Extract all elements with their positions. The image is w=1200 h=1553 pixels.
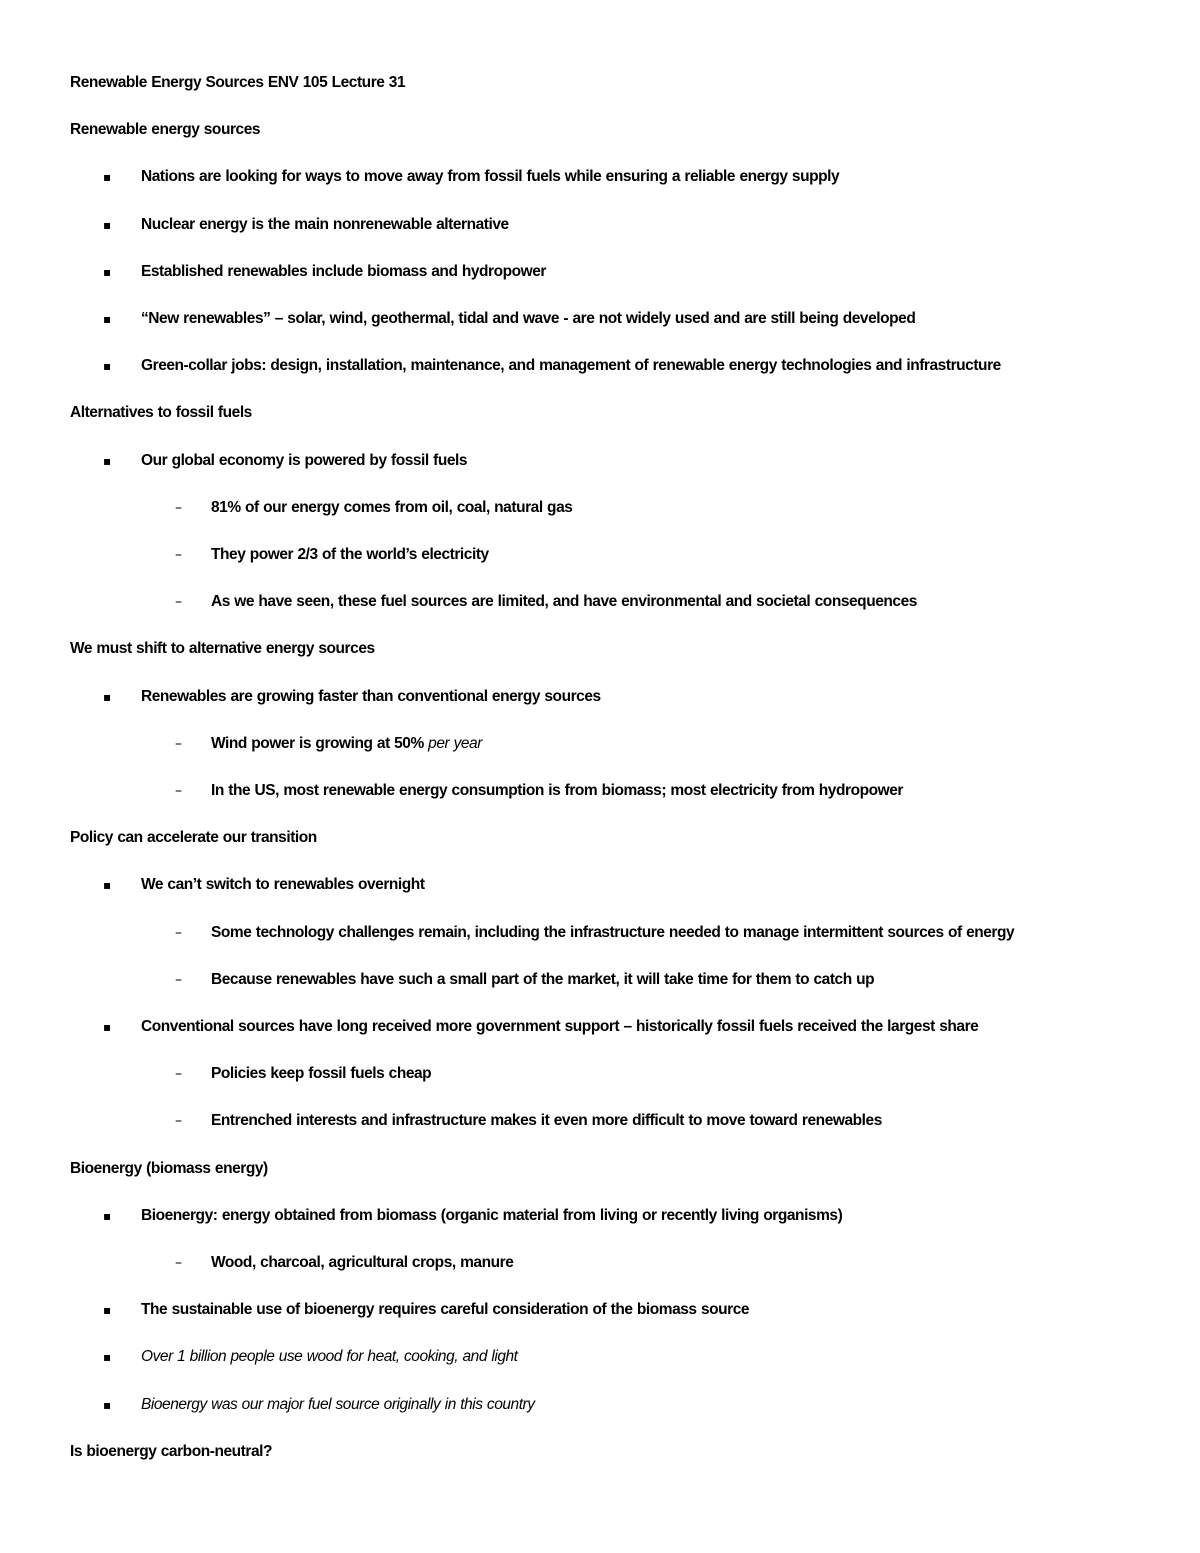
section-heading: Alternatives to fossil fuels	[70, 404, 252, 421]
bullet-text: “New renewables” – solar, wind, geothermal, tidal and wave - are not widely used and are still being developed	[141, 310, 916, 327]
dash-marker: –	[175, 547, 182, 563]
sub-bullet-item	[211, 545, 489, 565]
bullet-text: The sustainable use of bioenergy requires careful consideration of the biomass source	[141, 1301, 750, 1318]
bullet-item	[141, 1017, 978, 1037]
bullet-marker: ▪	[103, 1303, 112, 1317]
bullet-marker: ▪	[103, 878, 112, 892]
dash-marker: –	[175, 1255, 182, 1271]
bullet-text: We can’t switch to renewables overnight	[141, 876, 425, 893]
sub-bullet-item	[211, 734, 482, 754]
bullet-item	[141, 309, 915, 329]
bullet-marker: ▪	[103, 312, 112, 326]
sub-bullet-item	[211, 1064, 431, 1084]
bullet-item	[141, 1300, 749, 1320]
dash-marker: –	[175, 1113, 182, 1129]
bullet-marker: ▪	[103, 218, 112, 232]
bullet-text: Entrenched interests and infrastructure makes it even more difficult to move toward renewables	[211, 1112, 882, 1129]
bullet-item	[141, 687, 601, 707]
bullet-text: Bioenergy was our major fuel source originally in this country	[141, 1396, 535, 1413]
sub-bullet-item	[211, 592, 917, 612]
dash-marker: –	[175, 783, 182, 799]
dash-marker: –	[175, 594, 182, 610]
bullet-text: Nuclear energy is the main nonrenewable alternative	[141, 216, 509, 233]
bullet-text: 81% of our energy comes from oil, coal, natural gas	[211, 499, 573, 516]
bullet-marker: ▪	[103, 1350, 112, 1364]
dash-marker: –	[175, 972, 182, 988]
bullet-text: They power 2/3 of the world’s electricity	[211, 546, 489, 563]
sub-bullet-item	[211, 781, 903, 801]
bullet-marker: ▪	[103, 359, 112, 373]
sub-bullet-item	[211, 1253, 513, 1273]
bullet-marker: ▪	[103, 265, 112, 279]
bullet-item	[141, 1347, 518, 1367]
bullet-text: Bioenergy: energy obtained from biomass (organic material from living or recently living organisms)	[141, 1207, 843, 1224]
bullet-marker: ▪	[103, 454, 112, 468]
dash-marker: –	[175, 925, 182, 941]
bullet-item	[141, 356, 1001, 376]
bullet-text: Green-collar jobs: design, installation, maintenance, and management of renewable energy technologies and infrastructure	[141, 357, 1001, 374]
bullet-text: Policies keep fossil fuels cheap	[211, 1065, 432, 1082]
bullet-item	[141, 875, 425, 895]
dash-marker: –	[175, 500, 182, 516]
section-heading: Policy can accelerate our transition	[70, 829, 317, 846]
bullet-text: Over 1 billion people use wood for heat, cooking, and light	[141, 1348, 518, 1365]
bullet-marker: ▪	[103, 690, 112, 704]
bullet-text: Wood, charcoal, agricultural crops, manure	[211, 1254, 514, 1271]
bullet-marker: ▪	[103, 1020, 112, 1034]
sub-bullet-item	[211, 1111, 882, 1131]
sub-bullet-item	[211, 970, 874, 990]
bullet-text: Some technology challenges remain, including the infrastructure needed to manage intermittent sources of energy	[211, 924, 1015, 941]
bullet-text: In the US, most renewable energy consumption is from biomass; most electricity from hydropower	[211, 782, 903, 799]
dash-marker: –	[175, 1066, 182, 1082]
document-title: Renewable Energy Sources ENV 105 Lecture 31	[70, 74, 406, 91]
bullet-text: Wind power is growing at 50%	[211, 735, 429, 752]
bullet-text: Conventional sources have long received more government support – historically fossil fuels received the largest share	[141, 1018, 979, 1035]
bullet-item	[141, 451, 467, 471]
bullet-text: As we have seen, these fuel sources are limited, and have environmental and societal consequences	[211, 593, 917, 610]
sub-bullet-item	[211, 923, 1014, 943]
section-heading: Renewable energy sources	[70, 121, 261, 138]
italic-emphasis: per year	[428, 735, 482, 752]
bullet-item	[141, 215, 509, 235]
section-heading: Bioenergy (biomass energy)	[70, 1160, 268, 1177]
section-heading: Is bioenergy carbon-neutral?	[70, 1443, 272, 1460]
bullet-text: Renewables are growing faster than conventional energy sources	[141, 688, 601, 705]
bullet-text: Our global economy is powered by fossil fuels	[141, 452, 468, 469]
bullet-marker: ▪	[103, 1398, 112, 1412]
bullet-text: Nations are looking for ways to move away from fossil fuels while ensuring a reliable energy supply	[141, 168, 840, 185]
bullet-marker: ▪	[103, 1209, 112, 1223]
bullet-marker: ▪	[103, 170, 112, 184]
bullet-text: Because renewables have such a small part of the market, it will take time for them to catch up	[211, 971, 875, 988]
sub-bullet-item	[211, 498, 572, 518]
dash-marker: –	[175, 736, 182, 752]
bullet-item	[141, 167, 839, 187]
bullet-item	[141, 1395, 535, 1415]
section-heading: We must shift to alternative energy sources	[70, 640, 375, 657]
bullet-item	[141, 262, 546, 282]
bullet-text: Established renewables include biomass and hydropower	[141, 263, 547, 280]
bullet-item	[141, 1206, 842, 1226]
